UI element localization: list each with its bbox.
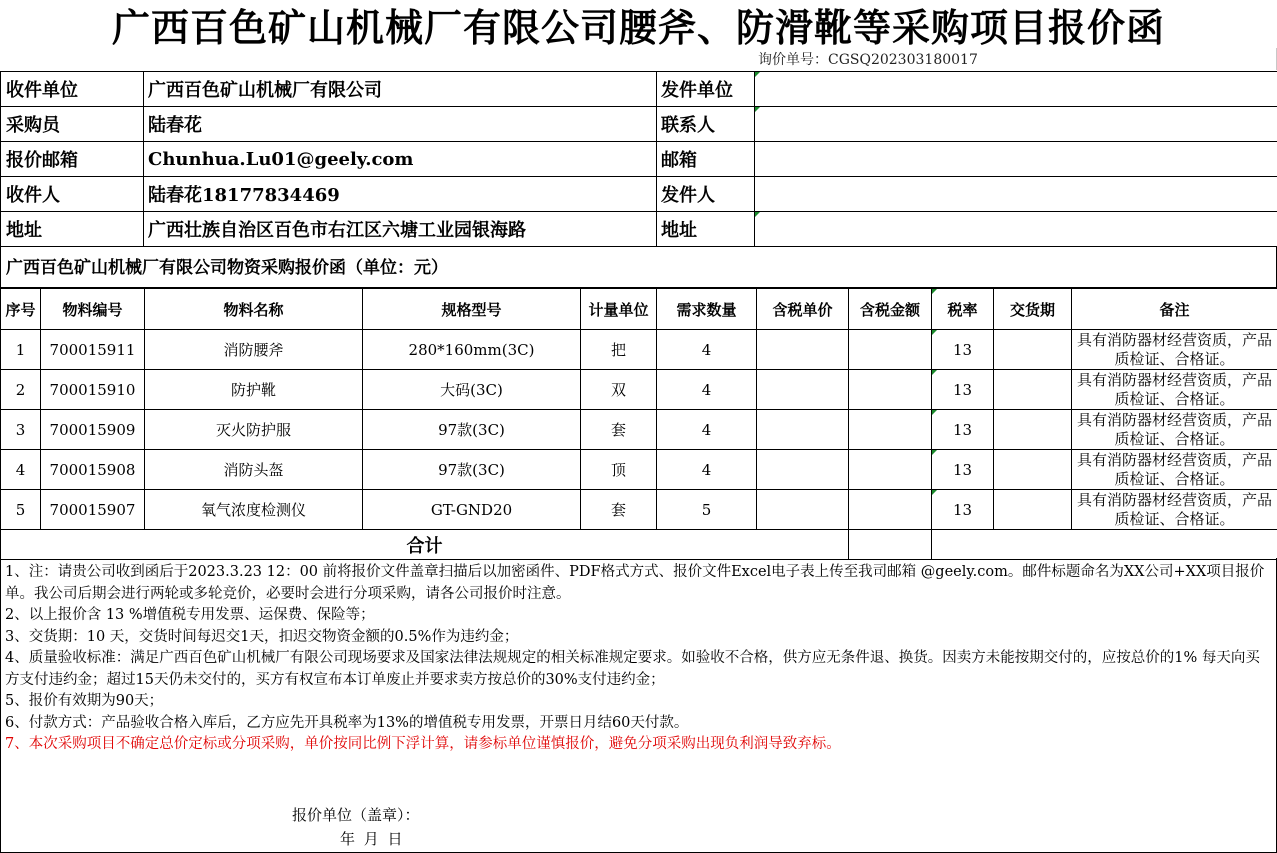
cell-remark: 具有消防器材经营资质，产品质检证、合格证。 [1072,330,1277,370]
table-row [1,330,1277,370]
cell-delivery[interactable] [994,490,1072,530]
cell-spec: 280*160mm(3C) [363,330,581,370]
cell-delivery[interactable] [994,450,1072,490]
info-row-address [1,212,1277,247]
cell-unit: 双 [581,370,657,410]
cell-tax-rate[interactable]: 13 [932,450,994,490]
table-header-row [1,289,1277,330]
cell-no: 1 [1,330,41,370]
cell-amount[interactable] [849,370,932,410]
cell-delivery[interactable] [994,370,1072,410]
cell-remark: 具有消防器材经营资质，产品质检证、合格证。 [1072,490,1277,530]
note-7-highlight: 7、本次采购项目不确定总价定标或分项采购，单价按同比例下浮计算，请参标单位谨慎报价，避免分项采购出现负利润导致弃标。 [5,736,841,752]
header-code: 物料编号 [41,289,145,330]
note-4: 4、质量验收标准：满足广西百色矿山机械厂有限公司现场要求及国家法律法规规定的相关标准规定要求。如验收不合格，供方应无条件退、换货。因卖方未能按期交付的，应按总价的1% 每天向买方支付违约金；超过15天仍未交付的，买方有权宣布本订单废止并要求卖方按总价的30%支付违约金； [5,650,1260,688]
label-contact: 联系人 [657,107,755,142]
cell-unit-price[interactable] [757,370,849,410]
cell-unit-price[interactable] [757,330,849,370]
value-quote-email[interactable]: Chunhua.Lu01@geely.com [144,142,657,177]
header-spec: 规格型号 [363,289,581,330]
total-label: 合计 [1,530,849,560]
cell-name: 消防腰斧 [145,330,363,370]
table-row [1,410,1277,450]
note-2: 2、以上报价含 13 %增值税专用发票、运保费、保险等； [5,607,375,623]
header-no: 序号 [1,289,41,330]
cell-no: 3 [1,410,41,450]
cell-code: 700015911 [41,330,145,370]
value-address[interactable]: 广西壮族自治区百色市右江区六塘工业园银海路 [144,212,657,247]
cell-unit: 套 [581,410,657,450]
cell-spec: 97款(3C) [363,450,581,490]
cell-unit-price[interactable] [757,410,849,450]
cell-remark: 具有消防器材经营资质，产品质检证、合格证。 [1072,410,1277,450]
label-address: 地址 [1,212,144,247]
cell-spec: 大码(3C) [363,370,581,410]
cell-qty: 4 [657,330,757,370]
value-buyer[interactable]: 陆春花 [144,107,657,142]
label-quote-email: 报价邮箱 [1,142,144,177]
cell-name: 灭火防护服 [145,410,363,450]
header-qty: 需求数量 [657,289,757,330]
header-unit-price: 含税单价 [757,289,849,330]
cell-no: 2 [1,370,41,410]
header-name: 物料名称 [145,289,363,330]
info-row-recipient-unit [1,72,1277,107]
cell-remark: 具有消防器材经营资质，产品质检证、合格证。 [1072,450,1277,490]
materials-table [0,288,1277,560]
header-gridline [0,48,1277,70]
cell-name: 消防头盔 [145,450,363,490]
cell-amount[interactable] [849,410,932,450]
cell-qty: 4 [657,450,757,490]
info-row-buyer [1,107,1277,142]
value-email[interactable] [755,142,1277,177]
cell-amount[interactable] [849,450,932,490]
value-sender-unit[interactable] [755,72,1277,107]
cell-code: 700015909 [41,410,145,450]
label-sender: 发件人 [657,177,755,212]
label-buyer: 采购员 [1,107,144,142]
value-sender-address[interactable] [755,212,1277,247]
cell-code: 700015908 [41,450,145,490]
signature-date: 年 月 日 [340,830,405,848]
cell-spec: 97款(3C) [363,410,581,450]
cell-tax-rate[interactable]: 13 [932,370,994,410]
section-title: 广西百色矿山机械厂有限公司物资采购报价函（单位：元） [0,246,1277,288]
cell-spec: GT-GND20 [363,490,581,530]
label-email: 邮箱 [657,142,755,177]
cell-unit: 顶 [581,450,657,490]
value-receiver[interactable]: 陆春花18177834469 [144,177,657,212]
value-recipient-unit[interactable]: 广西百色矿山机械厂有限公司 [144,72,657,107]
value-sender[interactable] [755,177,1277,212]
table-row [1,370,1277,410]
inquiry-number: 询价单号：CGSQ202303180017 [758,52,978,68]
document-title: 广西百色矿山机械厂有限公司腰斧、防滑靴等采购项目报价函 [111,5,1165,50]
table-row [1,490,1277,530]
cell-unit: 把 [581,330,657,370]
header-amount: 含税金额 [849,289,932,330]
label-sender-address: 地址 [657,212,755,247]
note-3: 3、交货期：10 天，交货时间每迟交1天，扣迟交物资金额的0.5%作为违约金； [5,628,519,645]
cell-delivery[interactable] [994,410,1072,450]
note-5: 5、报价有效期为90天； [5,693,164,709]
cell-unit: 套 [581,490,657,530]
total-blank [932,530,1277,560]
cell-name: 氧气浓度检测仪 [145,490,363,530]
cell-qty: 4 [657,370,757,410]
cell-amount[interactable] [849,490,932,530]
header-delivery: 交货期 [994,289,1072,330]
cell-unit-price[interactable] [757,490,849,530]
cell-name: 防护靴 [145,370,363,410]
contact-info-table [0,71,1277,247]
quoting-unit-seal-label: 报价单位（盖章）： [292,806,420,824]
notes-section [0,558,1277,853]
cell-qty: 5 [657,490,757,530]
total-amount[interactable] [849,530,932,560]
label-sender-unit: 发件单位 [657,72,755,107]
value-contact[interactable] [755,107,1277,142]
header-unit: 计量单位 [581,289,657,330]
cell-no: 4 [1,450,41,490]
cell-tax-rate[interactable]: 13 [932,490,994,530]
cell-delivery[interactable] [994,330,1072,370]
cell-code: 700015910 [41,370,145,410]
info-row-receiver [1,177,1277,212]
note-6: 6、付款方式：产品验收合格入库后，乙方应先开具税率为13%的增值税专用发票，开票日月结60天付款。 [5,714,689,731]
cell-no: 5 [1,490,41,530]
cell-amount[interactable] [849,330,932,370]
cell-remark: 具有消防器材经营资质，产品质检证、合格证。 [1072,370,1277,410]
info-row-email [1,142,1277,177]
header-tax-rate: 税率 [932,289,994,330]
table-row [1,450,1277,490]
label-recipient-unit: 收件单位 [1,72,144,107]
signature-block [292,803,420,851]
cell-qty: 4 [657,410,757,450]
cell-tax-rate[interactable]: 13 [932,330,994,370]
note-1: 1、注：请贵公司收到函后于2023.3.23 12：00 前将报价文件盖章扫描后以加密函件、PDF格式方式、报价文件Excel电子表上传至我司邮箱 @geely.com。邮件标题命名为XX公司+XX项目报价单。我公司后期会进行两轮或多轮竞价，必要时会进行分项采购，请各公司报价时注意。 [5,564,1265,602]
header-remark: 备注 [1072,289,1277,330]
cell-tax-rate[interactable]: 13 [932,410,994,450]
cell-unit-price[interactable] [757,450,849,490]
total-row [1,530,1277,560]
cell-code: 700015907 [41,490,145,530]
label-receiver: 收件人 [1,177,144,212]
